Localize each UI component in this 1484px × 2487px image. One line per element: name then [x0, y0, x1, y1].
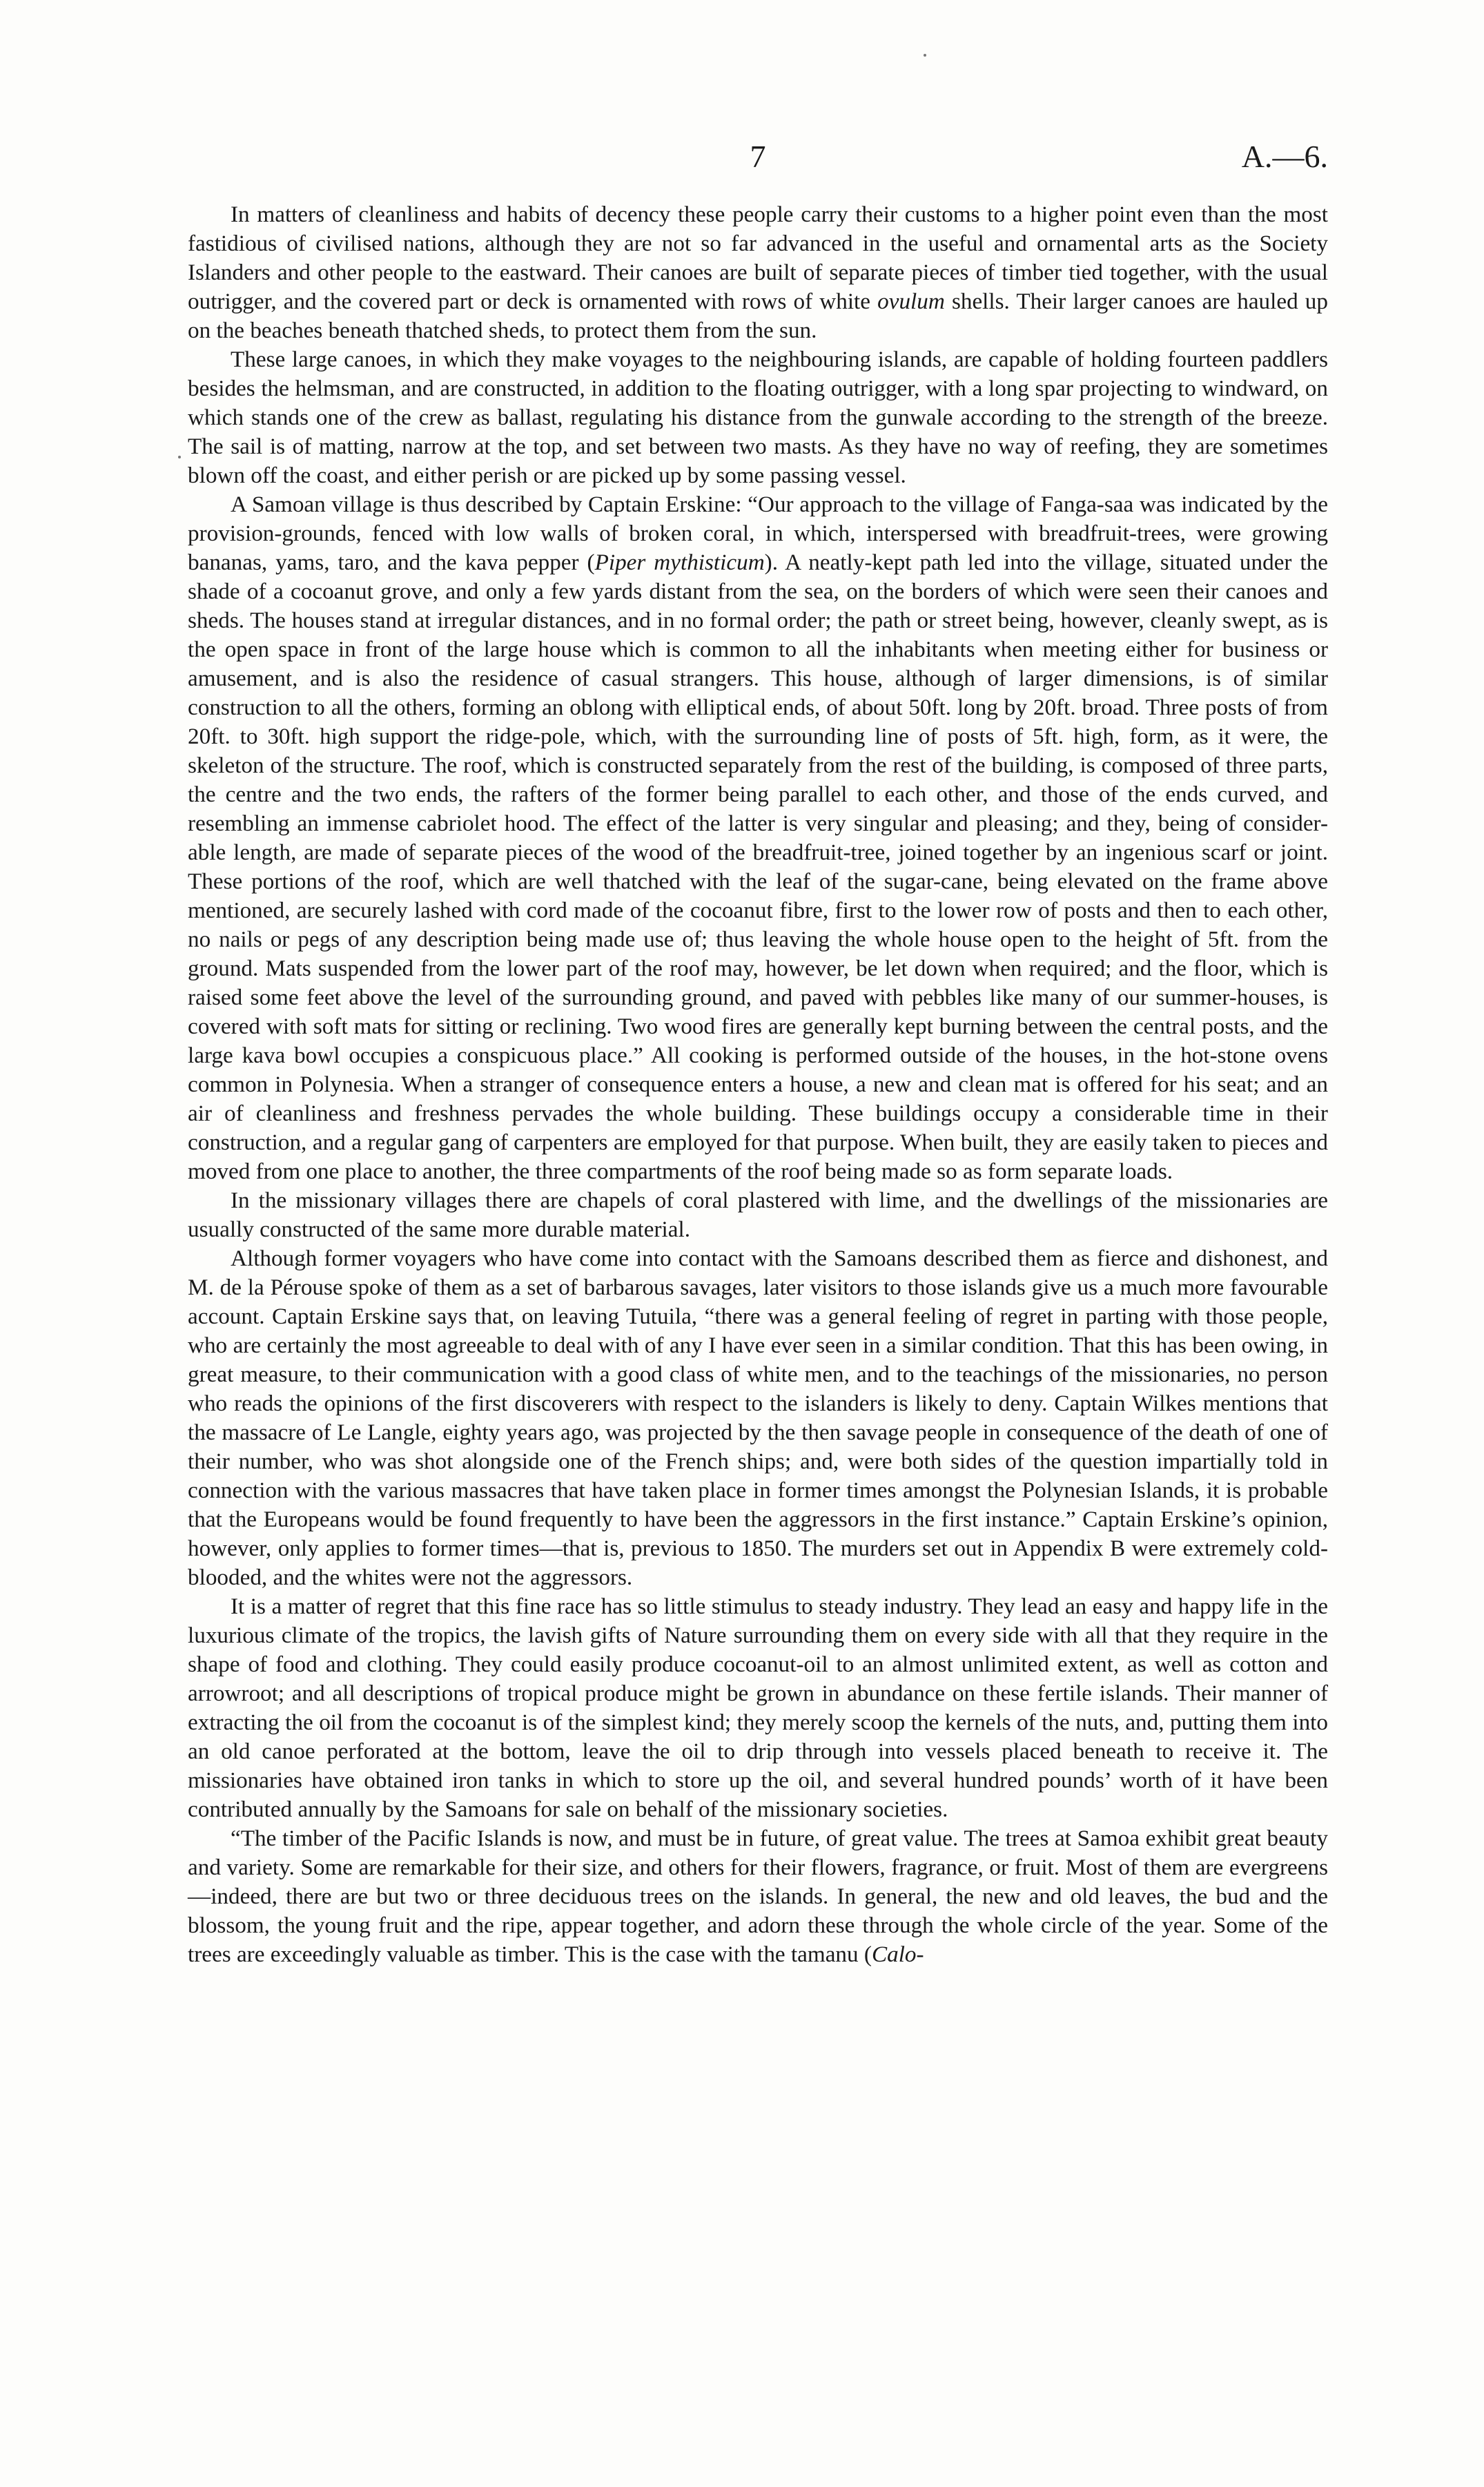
text-run: Although former voyagers who have come into contact with the Samoans described them as fierce and dishonest, and M. de la Pérouse spoke of them as a set of barbarous savages, later visitors to those islands give us a much more favourable account. Captain Erskine says that, on leaving Tutuila, “there was a general feeling of regret in parting with those people, who are certainly the most agreeable to deal with of any I have ever seen in a similar condition. That this has been owing, in great measure, to their communication with a good class of white men, and to the teachings of the missionaries, no person who reads the opinions of the first discoverers with respect to the islanders is likely to deny. Captain Wilkes mentions that the massacre of Le Langle, eighty years ago, was projected by the then savage people in consequence of the death of one of their number, who was shot alongside one of the French ships; and, were both sides of the question impartially told in connection with the various massacres that have taken place in former times amongst the Polynesian Islands, it is probable that the Europeans would be found frequently to have been the aggressors in the first instance.” Captain Erskine’s opinion, however, only applies to former times—that is, previous to 1850. The murders set out in Appendix B were extremely cold-blooded, and the whites were not the aggressors. [188, 1246, 1328, 1590]
text-run: “The timber of the Pacific Islands is now, and must be in future, of great value. The trees at Samoa exhibit great beauty and variety. Some are remarkable for their size, and others for their flowers, fragrance, or fruit. Most of them are evergreens—indeed, there are but two or three deciduous trees on the islands. In general, the new and old leaves, the bud and the blossom, the young fruit and the ripe, appear together, and adorn these through the whole circle of the year. Some of the trees are exceedingly valuable as timber. This is the case with the tamanu ( [188, 1826, 1328, 1967]
italic-term: ovulum [877, 289, 945, 314]
page-header [188, 138, 1328, 180]
text-run: In the missionary villages there are chapels of coral plastered with lime, and the dwellings of the missionaries are usually constructed of the same more durable material. [188, 1188, 1328, 1242]
margin-mark [924, 54, 926, 57]
text-run: These large canoes, in which they make voyages to the neighbouring islands, are capable of holding fourteen paddlers besides the helmsman, and are constructed, in addition to the floating outrigger, with a long spar projecting to windward, on which stands one of the crew as ballast, regulating his distance from the gunwale according to the strength of the breeze. The sail is of matting, narrow at the top, and set between two masts. As they have no way of reefing, they are sometimes blown off the coast, and either perish or are picked up by some passing vessel. [188, 347, 1328, 488]
text-run: It is a matter of regret that this fine race has so little stimulus to steady industry. They lead an easy and happy life in the luxurious climate of the tropics, the lavish gifts of Nature surrounding them on every side with all that they require in the shape of food and clothing. They could easily produce cocoanut-oil to an almost unlimited extent, as well as cotton and arrowroot; and all descriptions of tropical produce might be grown in abundance on these fertile islands. Their manner of extracting the oil from the cocoanut is of the simplest kind; they merely scoop the kernels of the nuts, and, putting them into an old canoe perforated at the bottom, leave the oil to drip through into vessels placed beneath to receive it. The missionaries have obtained iron tanks in which to store up the oil, and several hundred pounds’ worth of it have been contributed annually by the Samoans for sale on behalf of the missionary societies. [188, 1594, 1328, 1822]
italic-term: Calo- [871, 1942, 924, 1967]
margin-mark [178, 456, 181, 458]
text-run: A Samoan village is thus described by Captain Erskine: “Our approach to the village of Fanga-saa was indicated by the provision-grounds, fenced with low walls of broken coral, in which, interspersed with breadfruit-trees, were growing bananas, yams, taro, and the kava pepper ( [188, 492, 1328, 575]
paragraph [188, 1824, 1328, 1969]
paragraph [188, 200, 1328, 345]
paragraph [188, 1592, 1328, 1824]
text-run: shells. Their larger canoes are hauled up on the beaches beneath thatched sheds, to protect them from the sun. [188, 289, 1328, 343]
text-run: In matters of cleanliness and habits of decency these people carry their customs to a higher point even than the most fastidious of civilised nations, although they are not so far advanced in the useful and ornamental arts as the Society Islanders and other people to the eastward. Their canoes are built of separate pieces of timber tied together, with the usual outrigger, and the covered part or deck is ornamented with rows of white [188, 202, 1328, 314]
paragraph [188, 345, 1328, 490]
paragraph [188, 1186, 1328, 1244]
page-number: 7 [750, 139, 766, 174]
paragraph [188, 1244, 1328, 1592]
body-text [188, 200, 1328, 1969]
italic-term: Piper mythisticum [594, 550, 765, 575]
text-run: ). A neatly-kept path led into the village, situated under the shade of a cocoanut grove, and only a few yards distant from the sea, on the borders of which were seen their canoes and sheds. The houses stand at irregular distances, and in no formal order; the path or street being, however, cleanly swept, as is the open space in front of the large house which is common to all the inhabitants when meeting either for business or amusement, and is also the residence of casual strangers. This house, although of larger dimensions, is of similar construction to all the others, forming an oblong with elliptical ends, of about 50ft. long by 20ft. broad. Three posts of from 20ft. to 30ft. high support the ridge-pole, which, with the surrounding line of posts of 5ft. high, form, as it were, the skeleton of the structure. The roof, which is constructed separately from the rest of the building, is composed of three parts, the centre and the two ends, the rafters of the former being parallel to each other, and those of the ends curved, and resembling an immense cabriolet hood. The effect of the latter is very singular and pleasing; and they, being of consider-able length, are made of separate pieces of the wood of the breadfruit-tree, joined together by an ingenious scarf or joint. These portions of the roof, which are well thatched with the leaf of the sugar-cane, being elevated on the frame above mentioned, are securely lashed with cord made of the cocoanut fibre, first to the lower row of posts and then to each other, no nails or pegs of any description being made use of; thus leaving the whole house open to the height of 5ft. from the ground. Mats suspended from the lower part of the roof may, however, be let down when required; and the floor, which is raised some feet above the level of the surrounding ground, and paved with pebbles like many of our summer-houses, is covered with soft mats for sitting or reclining. Two wood fires are generally kept burning between the central posts, and the large kava bowl occupies a conspicuous place.” All cooking is performed outside of the houses, in the hot-stone ovens common in Polynesia. When a stranger of consequence enters a house, a new and clean mat is offered for his seat; and an air of cleanliness and freshness pervades the whole building. These buildings occupy a considerable time in their construction, and a regular gang of carpenters are employed for that purpose. When built, they are easily taken to pieces and moved from one place to another, the three compartments of the roof being made so as form separate loads. [188, 550, 1328, 1184]
paragraph [188, 490, 1328, 1186]
document-reference: A.—6. [1241, 139, 1328, 174]
